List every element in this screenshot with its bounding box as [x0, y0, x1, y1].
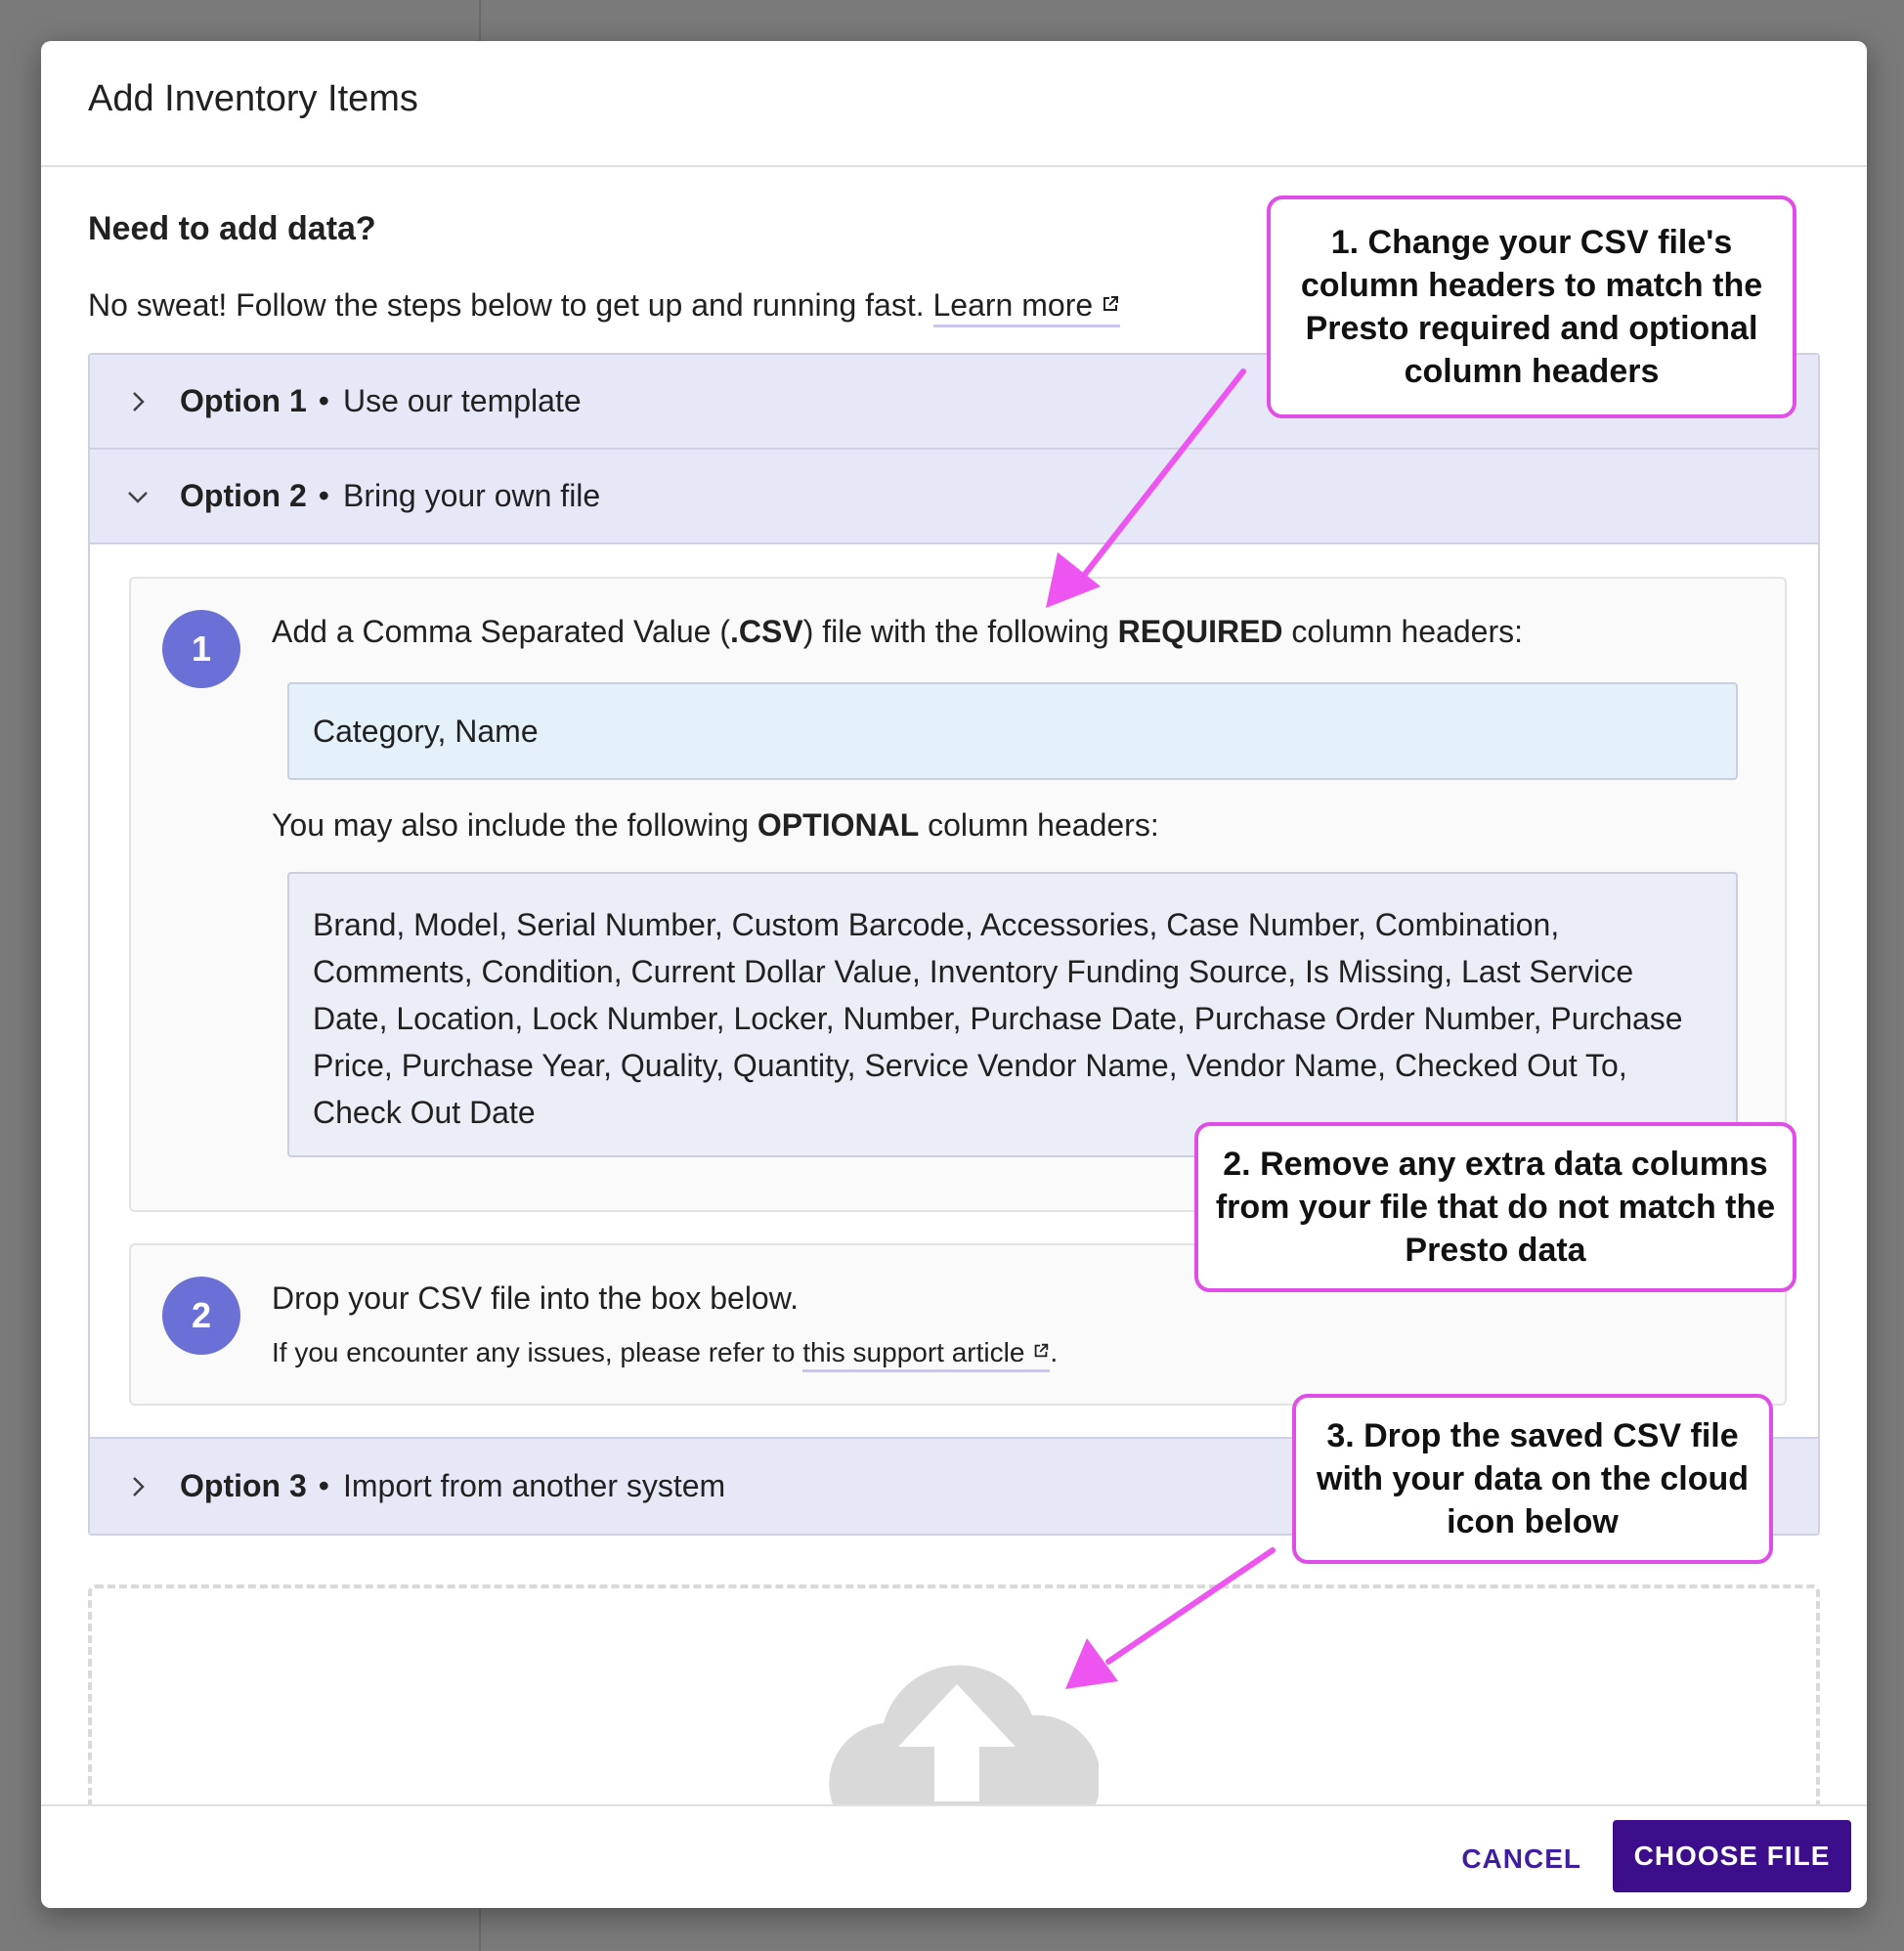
csv-extension: .CSV	[730, 614, 803, 649]
learn-more-label: Learn more	[932, 287, 1094, 323]
required-keyword: REQUIRED	[1117, 614, 1283, 649]
optional-text-after: column headers:	[919, 807, 1159, 843]
step-1-card	[129, 577, 1787, 1212]
step-2-instruction: Drop your CSV file into the box below.	[272, 1280, 799, 1316]
cloud-upload-icon	[815, 1637, 1099, 1804]
intro-sentence: No sweat! Follow the steps below to get up and running fast.	[88, 287, 925, 323]
step-1-text-after: column headers:	[1282, 614, 1523, 649]
cancel-button[interactable]: CANCEL	[1461, 1838, 1581, 1881]
option-description: Bring your own file	[342, 478, 601, 513]
optional-keyword: OPTIONAL	[757, 807, 920, 843]
dialog-title: Add Inventory Items	[88, 78, 418, 119]
chevron-right-icon	[125, 389, 151, 414]
option-2-header[interactable]	[90, 450, 1818, 544]
support-article-link[interactable]	[802, 1337, 1050, 1372]
optional-headers-box: Brand, Model, Serial Number, Custom Barcode, Accessories, Case Number, Combination, Comments, Condition, Current Dollar Value, Inventory Funding Source, Is Missing, Last Service Date, Location, Lock Number, Locker, Number, Purchase Date, Purchase Order Number, Purchase Price, Purchase Year, Quality, Quantity, Service Vendor Name, Vendor Name, Checked Out To, Check Out Date	[287, 872, 1738, 1157]
option-separator: •	[318, 1468, 329, 1503]
support-link-label: this support article	[802, 1337, 1025, 1367]
external-link-icon	[1032, 1342, 1050, 1360]
step-1-text-before: Add a Comma Separated Value (	[272, 614, 730, 649]
annotation-callout-3: 3. Drop the saved CSV file with your data on the cloud icon below	[1292, 1394, 1773, 1564]
option-description: Use our template	[342, 383, 582, 418]
file-dropzone[interactable]	[88, 1584, 1820, 1804]
dialog-footer	[41, 1804, 1867, 1908]
dialog-header	[41, 41, 1867, 167]
step-number-badge: 1	[162, 610, 240, 688]
option-separator: •	[318, 383, 329, 418]
chevron-right-icon	[125, 1474, 151, 1499]
option-2-content	[90, 544, 1818, 1439]
help-text-after: .	[1050, 1337, 1059, 1367]
step-1-instruction	[272, 614, 1738, 650]
optional-text-before: You may also include the following	[272, 807, 757, 843]
options-accordion	[88, 353, 1820, 1536]
learn-more-link[interactable]	[933, 287, 1121, 327]
help-text-before: If you encounter any issues, please refer to	[272, 1337, 803, 1367]
step-1-text-middle: ) file with the following	[802, 614, 1118, 649]
required-headers-box: Category, Name	[287, 682, 1738, 780]
option-description: Import from another system	[342, 1468, 726, 1503]
step-number-badge: 2	[162, 1277, 240, 1355]
section-heading: Need to add data?	[88, 210, 376, 247]
optional-instruction	[272, 807, 1738, 844]
external-link-icon	[1101, 294, 1120, 314]
annotation-callout-1: 1. Change your CSV file's column headers to match the Presto required and optional column headers	[1267, 195, 1796, 418]
option-label: Option 2	[180, 478, 307, 513]
choose-file-button[interactable]: CHOOSE FILE	[1613, 1820, 1851, 1892]
option-separator: •	[318, 478, 329, 513]
step-2-help	[272, 1337, 1738, 1368]
option-label: Option 1	[180, 383, 307, 418]
annotation-callout-2: 2. Remove any extra data columns from your file that do not match the Presto data	[1194, 1122, 1796, 1292]
chevron-down-icon	[125, 484, 151, 509]
option-label: Option 3	[180, 1468, 307, 1503]
